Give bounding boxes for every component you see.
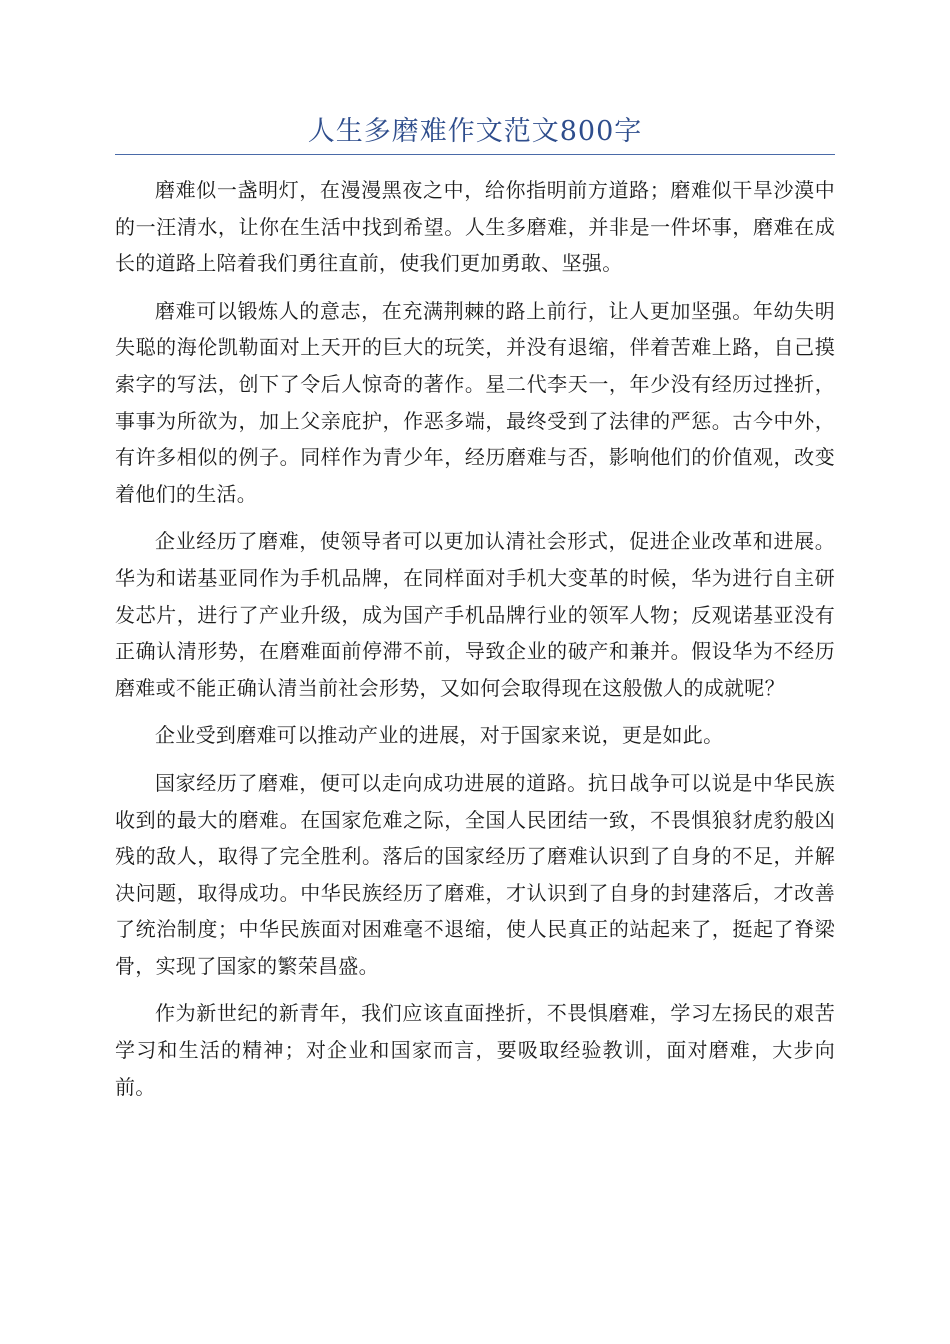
document-title: 人生多磨难作文范文800字 (307, 116, 643, 147)
paragraph: 磨难似一盏明灯，在漫漫黑夜之中，给你指明前方道路；磨难似干旱沙漠中的一汪清水，让你在生活中找到希望。人生多磨难，并非是一件坏事，磨难在成长的道路上陪着我们勇往直前，使我们更加勇敢、坚强。 (115, 178, 835, 276)
document-body (115, 172, 835, 1116)
paragraph: 国家经历了磨难，便可以走向成功进展的道路。抗日战争可以说是中华民族收到的最大的磨难。在国家危难之际，全国人民团结一致，不畏惧狼豺虎豹般凶残的敌人，取得了完全胜利。落后的国家经历了磨难认识到了自身的不足，并解决问题，取得成功。中华民族经历了磨难，才认识到了自身的封建落后，才改善了统治制度；中华民族面对困难毫不退缩，使人民真正的站起来了，挺起了脊梁骨，实现了国家的繁荣昌盛。 (115, 770, 835, 978)
paragraph: 磨难可以锻炼人的意志，在充满荆棘的路上前行，让人更加坚强。年幼失明失聪的海伦凯勒面对上天开的巨大的玩笑，并没有退缩，伴着苦难上路，自己摸索字的写法，创下了令后人惊奇的著作。星二代李天一，年少没有经历过挫折，事事为所欲为，加上父亲庇护，作恶多端，最终受到了法律的严惩。古今中外，有许多相似的例子。同样作为青少年，经历磨难与否，影响他们的价值观，改变着他们的生活。 (115, 298, 835, 506)
paragraph: 企业受到磨难可以推动产业的进展，对于国家来说，更是如此。 (155, 723, 724, 748)
paragraph: 企业经历了磨难，使领导者可以更加认清社会形式，促进企业改革和进展。华为和诺基亚同作为手机品牌，在同样面对手机大变革的时候，华为进行自主研发芯片，进行了产业升级，成为国产手机品牌行业的领军人物；反观诺基亚没有正确认清形势，在磨难面前停滞不前，导致企业的破产和兼并。假设华为不经历磨难或不能正确认清当前社会形势，又如何会取得现在这般傲人的成就呢？ (115, 529, 835, 700)
paragraph: 作为新世纪的新青年，我们应该直面挫折，不畏惧磨难，学习左扬民的艰苦学习和生活的精神；对企业和国家而言，要吸取经验教训，面对磨难，大步向前。 (115, 1001, 835, 1099)
title-underline (115, 154, 835, 155)
